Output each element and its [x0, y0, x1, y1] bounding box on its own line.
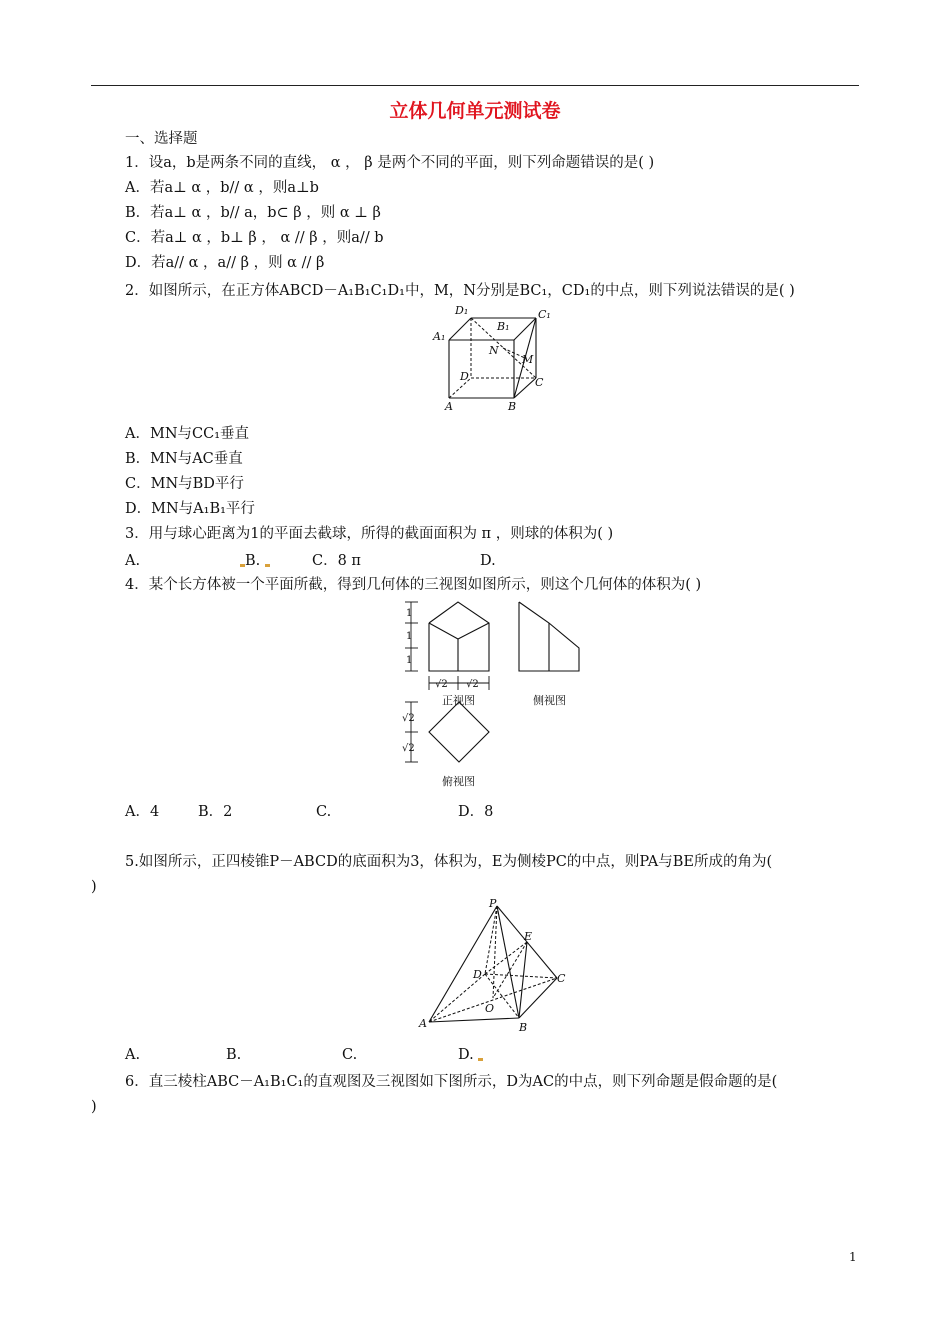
q5-option-b: B.: [226, 1047, 242, 1063]
q2-label-a: A: [445, 400, 453, 413]
q2-label-c1: C₁: [538, 308, 551, 321]
q2-option-b: B．MN与AC垂直: [125, 451, 243, 467]
q2-label-n: N: [489, 344, 499, 357]
q3-option-a: A.: [125, 553, 141, 569]
q4-option-a: A．4: [125, 804, 160, 820]
q1-option-a: A．若a⊥ α ，b// α ，则a⊥b: [125, 180, 319, 196]
q2-label-m: M: [522, 353, 534, 366]
q2-option-d: D．MN与A₁B₁平行: [125, 501, 255, 517]
q6-stem-line2: ): [91, 1099, 97, 1115]
header-rule: [91, 85, 859, 86]
q2-label-c: C: [535, 376, 544, 389]
q4-option-c: C.: [316, 804, 332, 820]
page-title: 立体几何单元测试卷: [389, 100, 561, 122]
q2-stem: 2．如图所示，在正方体ABCD－A₁B₁C₁D₁中，M，N分别是BC₁，CD₁的中点，则下列说法错误的是( ): [125, 283, 795, 299]
section-heading: 一、选择题: [125, 131, 198, 147]
q1-option-b: B．若a⊥ α ，b// a，b⊂ β ，则 α ⊥ β: [125, 205, 381, 221]
q1-option-c: C．若a⊥ α ，b⊥ β ， α // β ，则a// b: [125, 230, 384, 246]
q3-stem: 3．用与球心距离为1的平面去截球，所得的截面面积为 π ，则球的体积为( ): [125, 526, 614, 542]
margin-mark: [265, 564, 270, 567]
q5-option-d: D.: [458, 1046, 483, 1064]
q3-option-b: B.: [240, 552, 270, 570]
q5-label-e: E: [524, 930, 533, 943]
q4-dim-sqrt2d: √2: [402, 743, 415, 754]
q4-side-view-label: 侧视图: [533, 694, 566, 707]
q5-label-d: D: [473, 968, 482, 981]
q5-label-b: B: [519, 1021, 528, 1034]
q5-label-o: O: [485, 1002, 495, 1015]
q4-dim-1b: 1: [406, 631, 413, 642]
q2-label-b: B: [508, 400, 517, 413]
q5-pyramid-figure: [415, 898, 575, 1038]
q5-label-a: A: [419, 1017, 427, 1030]
q2-label-d1: D₁: [455, 304, 469, 317]
q4-option-b: B．2: [198, 804, 233, 820]
q3-option-c: C．8 π: [312, 553, 361, 569]
q4-option-d: D．8: [458, 804, 494, 820]
q4-front-view-label: 正视图: [442, 694, 475, 707]
q5-label-p: P: [489, 898, 497, 910]
page-number: 1: [849, 1250, 857, 1264]
q5-stem-line2: ): [91, 879, 97, 895]
q4-top-view-label: 俯视图: [442, 775, 475, 788]
q5-option-a: A.: [125, 1047, 141, 1063]
q5-stem-line1: 5.如图所示，正四棱锥P－ABCD的底面积为3，体积为，E为侧棱PC的中点，则PA与BE所成的角为(: [125, 854, 773, 870]
q2-option-c: C．MN与BD平行: [125, 476, 244, 492]
q4-dim-sqrt2a: √2: [435, 679, 448, 690]
q1-stem: 1．设a，b是两条不同的直线， α ， β 是两个不同的平面，则下列命题错误的是( ): [125, 155, 655, 171]
q1-option-d: D．若a// α ，a// β ，则 α // β: [125, 255, 325, 271]
q2-cube-figure: [425, 300, 565, 420]
q6-stem-line1: 6．直三棱柱ABC－A₁B₁C₁的直观图及三视图如下图所示，D为AC的中点，则下列命题是假命题的是(: [125, 1074, 778, 1090]
q4-dim-1c: 1: [406, 655, 413, 666]
q4-dim-sqrt2b: √2: [466, 679, 479, 690]
q2-option-a: A．MN与CC₁垂直: [125, 426, 250, 442]
q2-label-d: D: [460, 370, 469, 383]
q3-option-d: D.: [480, 553, 496, 569]
q5-label-c: C: [557, 972, 566, 985]
q2-label-b1: B₁: [497, 320, 510, 333]
q4-stem: 4．某个长方体被一个平面所截，得到几何体的三视图如图所示，则这个几何体的体积为( ): [125, 577, 702, 593]
margin-mark: [478, 1058, 483, 1061]
q5-option-c: C.: [342, 1047, 358, 1063]
q2-label-a1: A₁: [433, 330, 446, 343]
q4-dim-sqrt2c: √2: [402, 713, 415, 724]
q4-dim-1a: 1: [406, 608, 413, 619]
